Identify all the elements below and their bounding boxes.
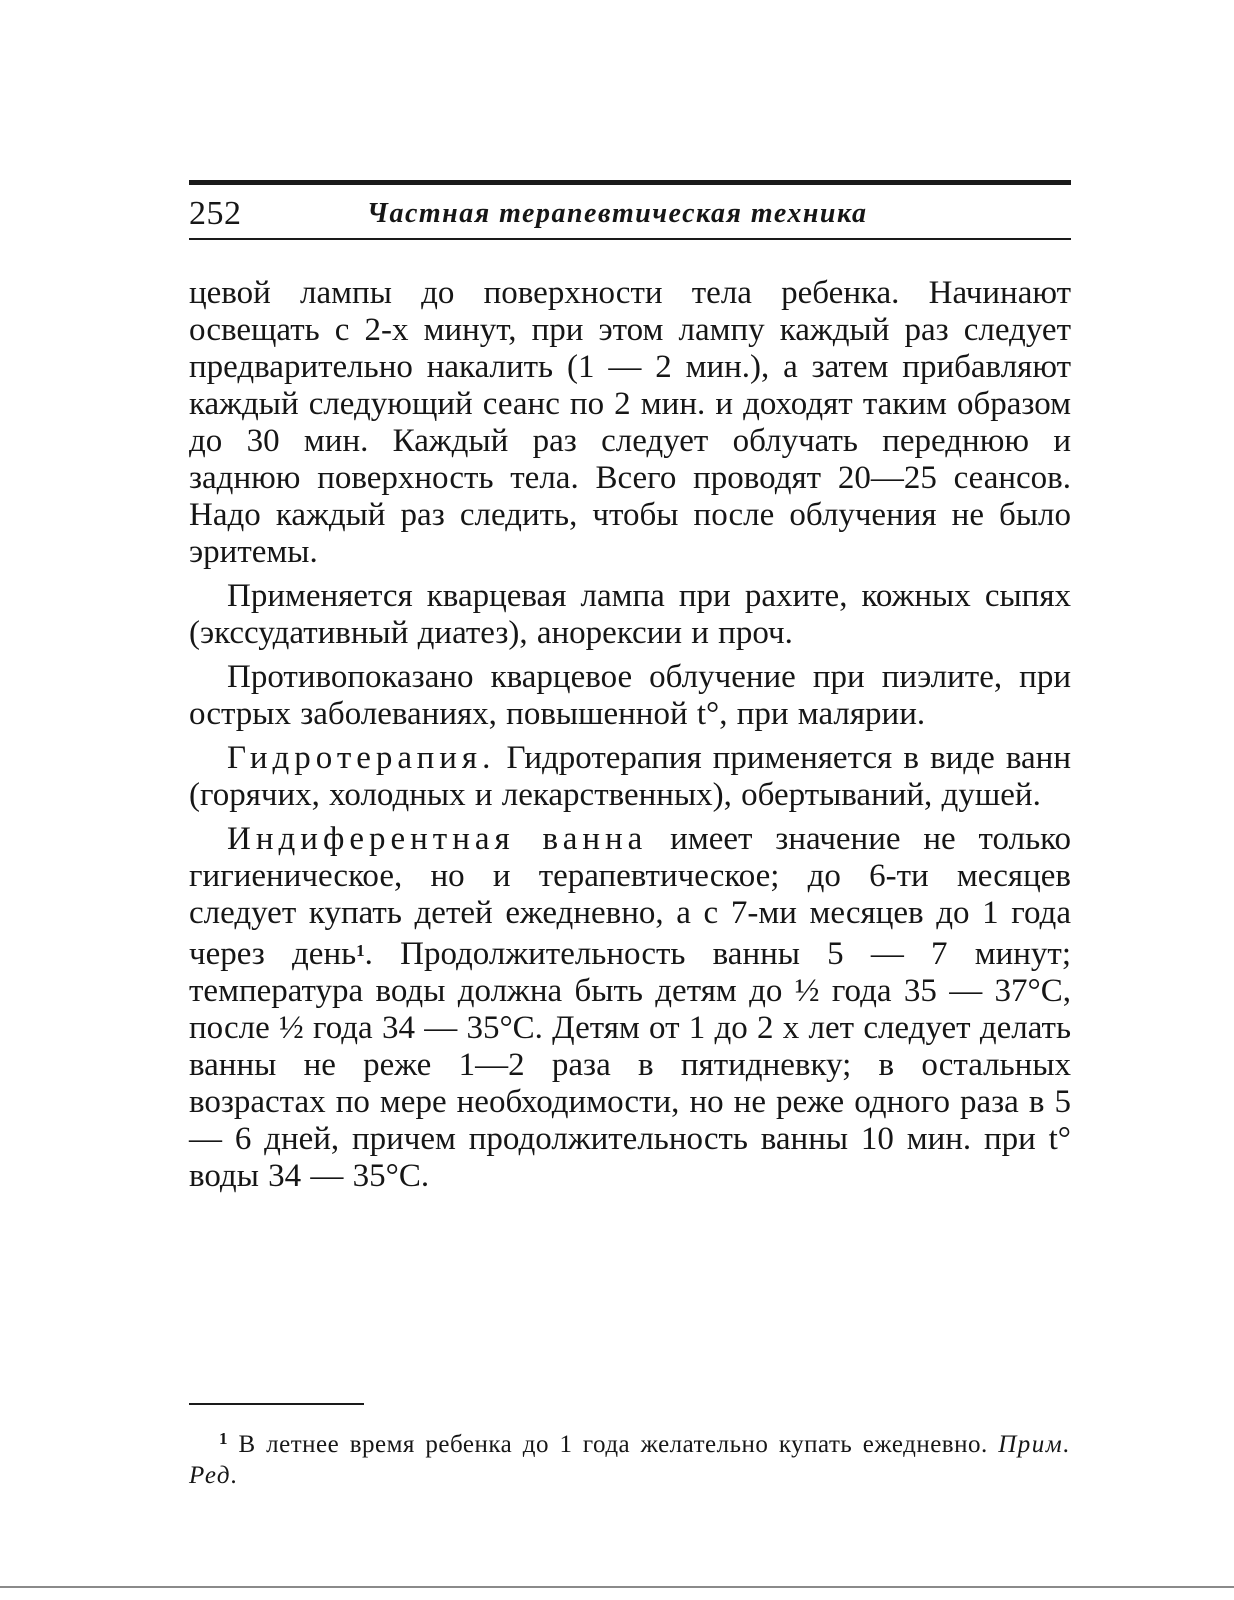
footnote-rule [189,1403,364,1405]
indifferent-bath-text-a: имеет значение не только гигиеническое, но и терапевтическое; до 6-ти месяцев следует купать детей ежедневно, а с 7-ми месяцев до 1 года через день [189,821,1071,972]
paragraph-hydrotherapy [189,740,1071,814]
footnote-text: В летнее время ребенка до 1 года желательно купать ежедневно. [228,1431,999,1458]
running-header [189,194,1071,234]
body-text [189,275,1071,1202]
footnote-editor-note: Прим. Ред. [189,1431,1071,1489]
header-bottom-rule [189,238,1071,240]
paragraph-contraindications: Противопоказано кварцевое облучение при пиэлите, при острых заболеваниях, повышенной t°, при малярии. [189,659,1071,732]
footnote-mark: 1 [219,1429,228,1448]
footnote-reference: 1 [356,941,365,960]
running-title: Частная терапевтическая техника [367,198,868,229]
paragraph-indifferent-bath [189,821,1071,1195]
hydrotherapy-text: Гидротерапия применяется в виде ванн (горячих, холодных и лекарственных), обертываний, душей. [189,740,1071,813]
paragraph-indications: Применяется кварцевая лампа при рахите, кожных сыпях (экссудативный диатез), анорексии и проч. [189,578,1071,651]
footnote [189,1423,1071,1491]
scan-edge-line [0,1586,1234,1588]
hydrotherapy-term: Гидротерапия. [227,740,496,776]
header-top-rule [189,180,1071,185]
page-number: 252 [189,195,242,232]
indifferent-bath-text-b: . Продолжительность ванны 5 — 7 минут; температура воды должна быть детям до ½ года 35 — 37°С, после ½ года 34 — 35°С. Детям от 1 до 2 х лет следует делать ванны не реже 1—2 раза в пятидневку; в остальных возрастах по мере необходимости, но не реже одного раза в 5 — 6 дней, причем продолжительность ванны 10 мин. при t° воды 34 — 35°С. [189,936,1071,1194]
paragraph-irradiation: цевой лампы до поверхности тела ребенка. Начинают освещать с 2-х минут, при этом лампу каждый раз следует предварительно накалить (1 — 2 мин.), а затем прибавляют каждый следующий сеанс по 2 мин. и доходят таким образом до 30 мин. Каждый раз следует облучать переднюю и заднюю поверхность тела. Всего проводят 20—25 сеансов. Надо каждый раз следить, чтобы после облучения не было эритемы. [189,275,1071,570]
indifferent-bath-term: Индиферентная ванна [227,821,648,857]
